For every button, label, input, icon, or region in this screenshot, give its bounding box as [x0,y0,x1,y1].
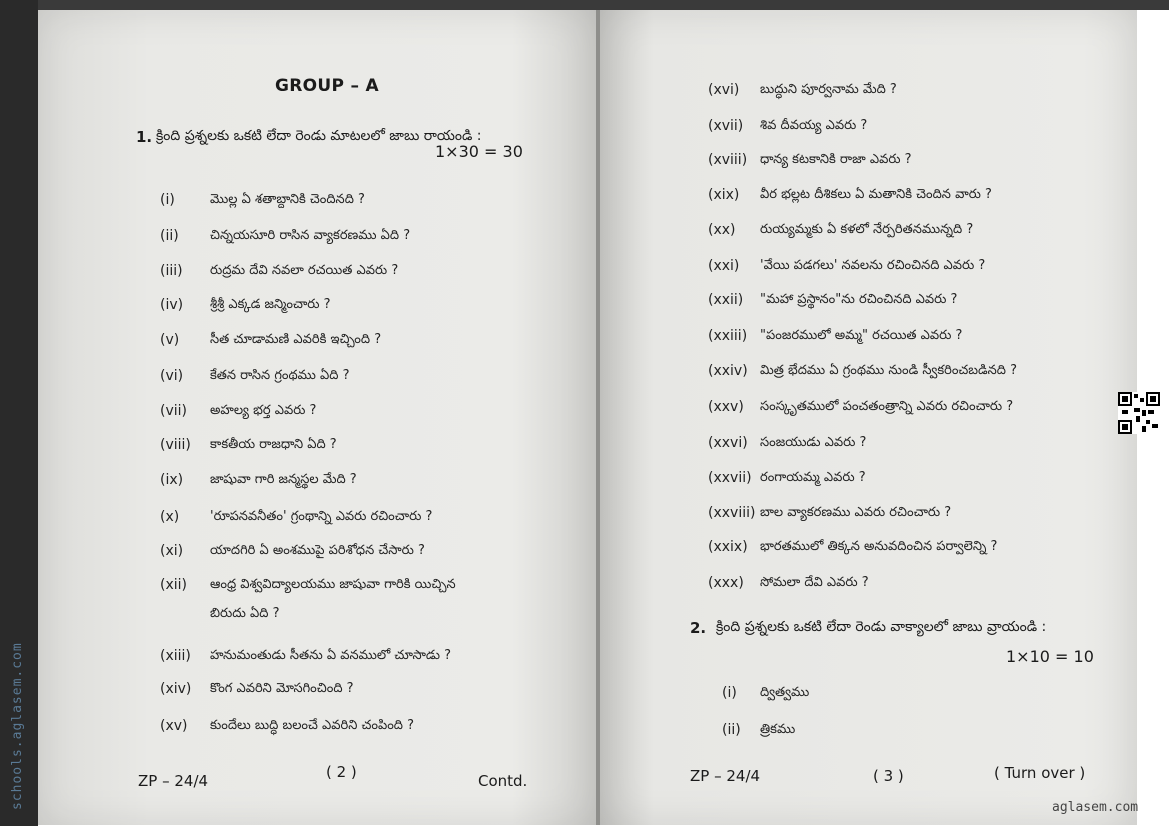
left-question-item-text: చిన్నయసూరి రాసిన వ్యాకరణము ఏది ? [210,228,411,243]
right-question-item-text: బుద్ధుని పూర్వనామ మేది ? [760,82,897,97]
left-question-item-text: రుద్రమ దేవి నవలా రచయిత ఎవరు ? [210,263,399,278]
question-2-number: 2. [690,619,707,637]
left-question-item-text: కుందేలు బుద్ధి బలంచే ఎవరిని చంపింది ? [210,718,414,733]
right-footer-code: ZP – 24/4 [690,767,761,785]
watermark-left: schools.aglasem.com [10,642,25,810]
right-question-item-number: (xvi) [708,82,740,98]
left-question-item-text: 'రూపనవనీతం' గ్రంథాన్ని ఎవరు రచించారు ? [210,509,433,524]
question-1-marks: 1×30 = 30 [435,142,523,161]
question-2-marks: 1×10 = 10 [1006,647,1094,666]
right-question-item-text: రంగాయమ్మ ఎవరు ? [760,470,866,485]
left-question-item-text: శ్రీశ్రీ ఎక్కడ జన్మించారు ? [210,297,331,312]
right-question-item-number: (xix) [708,187,740,203]
right-question-item-text: సంస్కృతములో పంచతంత్రాన్ని ఎవరు రచించారు ? [760,399,1014,414]
right-question-item-number: (xvii) [708,118,744,134]
background-top [0,0,1169,10]
right-question-item-text: భారతములో తిక్కన అనువదించిన పర్వాలెన్ని ? [760,539,998,554]
right-question-item-number: (xxiii) [708,328,748,344]
left-question-item-number: (xi) [160,543,184,559]
right-question-item-number: (xxix) [708,539,748,555]
left-question-item-number: (x) [160,509,180,525]
question-2-instruction: క్రింది ప్రశ్నలకు ఒకటి లేదా రెండు వాక్యాలలో జాబు వ్రాయండి : [716,619,1047,635]
left-question-item-text: జాషువా గారి జన్మస్థల మేది ? [210,472,357,487]
left-question-item-number: (viii) [160,437,191,453]
left-question-item-number: (xii) [160,577,187,593]
question-2-item-number: (ii) [722,722,741,738]
right-question-item-number: (xxx) [708,575,744,591]
left-footer-contd: Contd. [478,772,528,790]
left-question-item-text: కొంగ ఎవరిని మోసగించింది ? [210,681,354,696]
left-question-item-text-continued: బిరుదు ఏది ? [210,606,280,621]
left-question-item-text: కాకతీయ రాజధాని ఏది ? [210,437,337,452]
right-question-item-text: సోమలా దేవి ఎవరు ? [760,575,869,590]
group-title: GROUP – A [275,76,379,96]
right-question-item-number: (xxi) [708,258,740,274]
question-2-item-text: ద్విత్వము [760,685,810,700]
left-question-item-text: హనుమంతుడు సీతను ఏ వనములో చూసాడు ? [210,648,452,663]
left-question-item-text: యాదగిరి ఏ అంశముపై పరిశోధన చేసారు ? [210,543,425,558]
left-question-item-number: (v) [160,332,180,348]
right-footer-page-number: ( 3 ) [873,767,904,785]
right-question-item-number: (xviii) [708,152,748,168]
qr-code-icon [1118,392,1160,434]
right-question-item-text: రుయ్యమ్మకు ఏ కళలో నేర్పరితనమున్నది ? [760,222,974,237]
right-question-item-text: మిత్ర భేదము ఏ గ్రంథము నుండి స్వీకరించబడినది ? [760,363,1017,378]
right-page [600,10,1137,825]
right-question-item-text: వీర భల్లట దీశికలు ఏ మతానికి చెందిన వారు ? [760,187,992,202]
right-question-item-text: ధాన్య కటకానికి రాజా ఎవరు ? [760,152,912,167]
left-question-item-text: సీత చూడామణి ఎవరికి ఇచ్చింది ? [210,332,382,347]
right-question-item-text: "పంజరములో అమ్మ" రచయిత ఎవరు ? [760,328,963,343]
right-question-item-text: "మహా ప్రస్థానం"ను రచించినది ఎవరు ? [760,292,958,307]
left-question-item-text: ఆంధ్ర విశ్వవిద్యాలయము జాషువా గారికి యిచ్చిన [210,577,456,592]
left-question-item-number: (iii) [160,263,183,279]
right-question-item-number: (xxvi) [708,435,748,451]
left-question-item-number: (vii) [160,403,187,419]
right-question-item-number: (xx) [708,222,736,238]
question-1-number: 1. [136,128,153,146]
left-question-item-text: కేతన రాసిన గ్రంథము ఏది ? [210,368,350,383]
right-question-item-text: శివ దీవయ్య ఎవరు ? [760,118,868,133]
left-footer-page-number: ( 2 ) [326,763,357,781]
right-question-item-text: సంజయుడు ఎవరు ? [760,435,867,450]
right-question-item-text: 'వేయి పడగలు' నవలను రచించినది ఎవరు ? [760,258,986,273]
watermark-right: aglasem.com [1052,800,1139,815]
question-2-item-text: త్రికము [760,722,796,737]
left-question-item-number: (xv) [160,718,188,734]
left-question-item-number: (iv) [160,297,184,313]
left-question-item-number: (i) [160,192,175,208]
left-question-item-number: (vi) [160,368,184,384]
left-question-item-number: (xiv) [160,681,192,697]
left-question-item-number: (ii) [160,228,179,244]
left-question-item-number: (ix) [160,472,184,488]
right-question-item-text: బాల వ్యాకరణము ఎవరు రచించారు ? [760,505,952,520]
question-1-instruction: క్రింది ప్రశ్నలకు ఒకటి లేదా రెండు మాటలలో జాబు రాయండి : [156,128,482,144]
left-question-item-number: (xiii) [160,648,191,664]
right-question-item-number: (xxiv) [708,363,748,379]
right-question-item-number: (xxii) [708,292,744,308]
right-question-item-number: (xxviii) [708,505,756,521]
left-footer-code: ZP – 24/4 [138,772,209,790]
left-question-item-text: అహల్య భర్త ఎవరు ? [210,403,317,418]
question-2-item-number: (i) [722,685,737,701]
right-question-item-number: (xxvii) [708,470,752,486]
left-question-item-text: మొల్ల ఏ శతాబ్దానికి చెందినది ? [210,192,365,207]
right-question-item-number: (xxv) [708,399,744,415]
right-footer-turn-over: ( Turn over ) [994,764,1086,782]
